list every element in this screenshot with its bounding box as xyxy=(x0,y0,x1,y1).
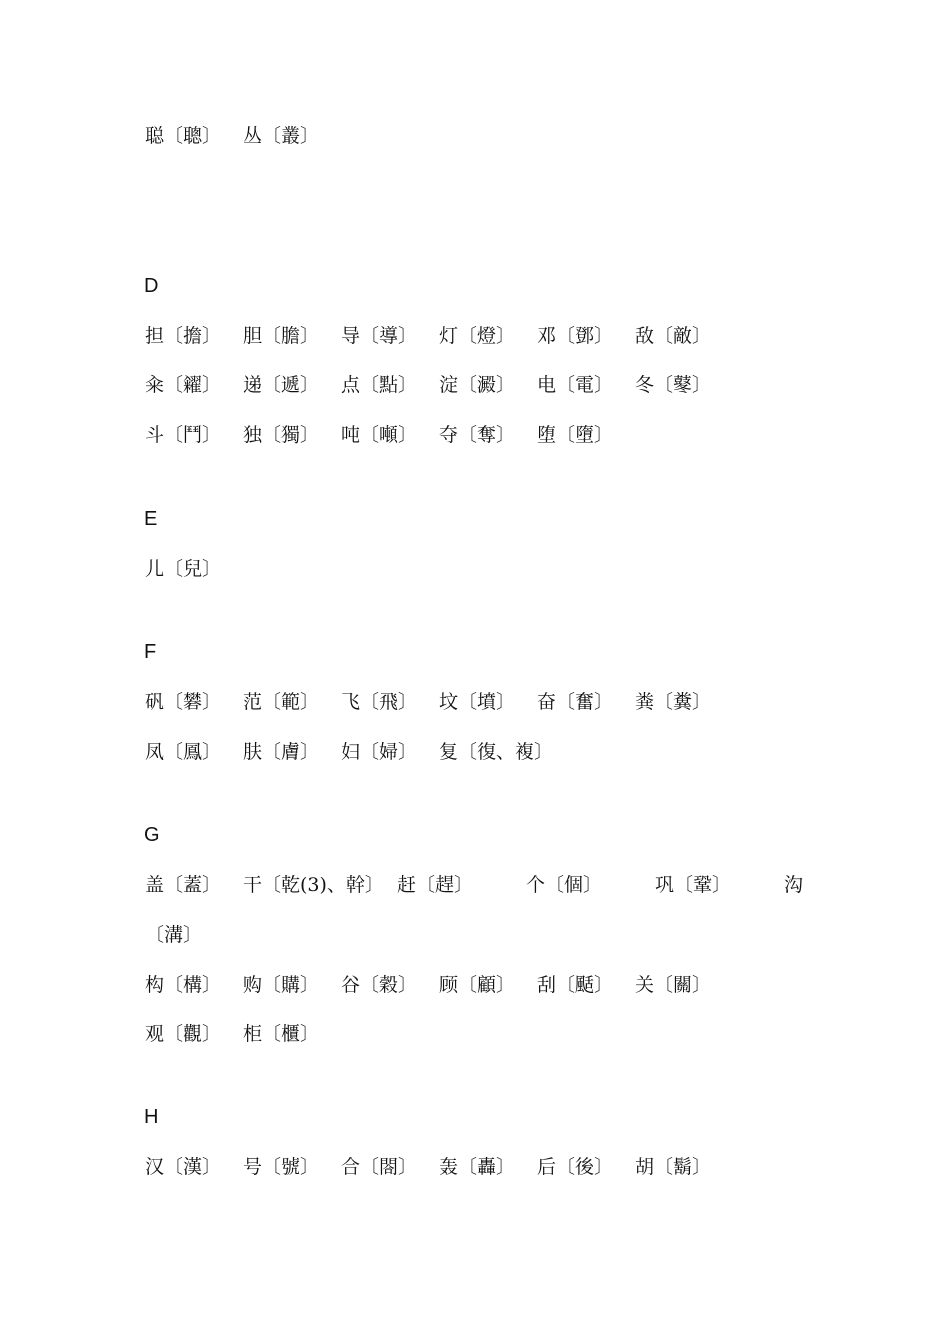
char-entry: 妇〔婦〕 xyxy=(341,741,418,763)
char-entry: 范〔範〕 xyxy=(243,691,320,713)
char-entry: 沟 xyxy=(784,874,804,896)
char-entry: 号〔號〕 xyxy=(243,1156,320,1178)
char-entry: 斗〔鬥〕 xyxy=(145,424,222,446)
row-d1 xyxy=(145,324,733,348)
char-entry: 柜〔櫃〕 xyxy=(243,1023,320,1045)
row-g3 xyxy=(145,1022,341,1046)
row-f2 xyxy=(145,740,554,764)
char-entry: 冬〔鼕〕 xyxy=(635,374,712,396)
char-entry: 构〔構〕 xyxy=(145,974,222,996)
row-f1 xyxy=(145,690,733,714)
char-entry: 籴〔糴〕 xyxy=(145,374,222,396)
char-entry: 堕〔墮〕 xyxy=(537,424,614,446)
char-entry: 吨〔噸〕 xyxy=(341,424,418,446)
char-entry: 夺〔奪〕 xyxy=(439,424,516,446)
row-c1 xyxy=(145,124,341,148)
section-heading-h: H xyxy=(144,1106,159,1128)
char-entry: 独〔獨〕 xyxy=(243,424,320,446)
char-entry: 丛〔叢〕 xyxy=(243,125,320,147)
char-entry: 盖〔蓋〕 xyxy=(145,874,222,896)
row-h1 xyxy=(145,1155,733,1179)
char-entry: 担〔擔〕 xyxy=(145,325,222,347)
section-heading-e: E xyxy=(144,508,158,530)
char-entry: 轰〔轟〕 xyxy=(439,1156,516,1178)
char-entry: 后〔後〕 xyxy=(537,1156,614,1178)
row-d3 xyxy=(145,423,635,447)
char-entry: 观〔觀〕 xyxy=(145,1023,222,1045)
char-entry: 干〔乾(3)、幹〕 xyxy=(243,874,384,896)
char-entry: 顾〔顧〕 xyxy=(439,974,516,996)
char-entry: 聪〔聰〕 xyxy=(145,125,222,147)
row-g2 xyxy=(145,973,733,997)
char-entry: 凤〔鳳〕 xyxy=(145,741,222,763)
char-entry: 粪〔糞〕 xyxy=(635,691,712,713)
char-entry: 坟〔墳〕 xyxy=(439,691,516,713)
section-heading-f: F xyxy=(144,641,157,663)
char-entry: 灯〔燈〕 xyxy=(439,325,516,347)
char-entry: 胆〔膽〕 xyxy=(243,325,320,347)
char-entry: 递〔遞〕 xyxy=(243,374,320,396)
char-entry: 肤〔膚〕 xyxy=(243,741,320,763)
char-entry: 淀〔澱〕 xyxy=(439,374,516,396)
char-entry: 邓〔鄧〕 xyxy=(537,325,614,347)
char-entry: 汉〔漢〕 xyxy=(145,1156,222,1178)
char-entry: 〔溝〕 xyxy=(145,924,203,946)
section-heading-g: G xyxy=(144,824,160,846)
char-entry: 儿〔兒〕 xyxy=(145,558,222,580)
char-entry: 刮〔颳〕 xyxy=(537,974,614,996)
row-d2 xyxy=(145,373,733,397)
char-entry: 购〔購〕 xyxy=(243,974,320,996)
char-entry: 巩〔鞏〕 xyxy=(655,874,732,896)
char-entry: 复〔復、複〕 xyxy=(439,741,554,763)
char-entry: 奋〔奮〕 xyxy=(537,691,614,713)
char-entry: 电〔電〕 xyxy=(537,374,614,396)
row-e1 xyxy=(145,557,243,581)
char-entry: 点〔點〕 xyxy=(341,374,418,396)
char-entry: 胡〔鬍〕 xyxy=(635,1156,712,1178)
char-entry: 赶〔趕〕 xyxy=(397,874,474,896)
char-entry: 飞〔飛〕 xyxy=(341,691,418,713)
section-heading-d: D xyxy=(144,275,159,297)
char-entry: 敌〔敵〕 xyxy=(635,325,712,347)
char-entry: 关〔關〕 xyxy=(635,974,712,996)
char-entry: 矾〔礬〕 xyxy=(145,691,222,713)
char-entry: 导〔導〕 xyxy=(341,325,418,347)
char-entry: 合〔閤〕 xyxy=(341,1156,418,1178)
char-entry: 谷〔穀〕 xyxy=(341,974,418,996)
char-entry: 个〔個〕 xyxy=(526,874,603,896)
